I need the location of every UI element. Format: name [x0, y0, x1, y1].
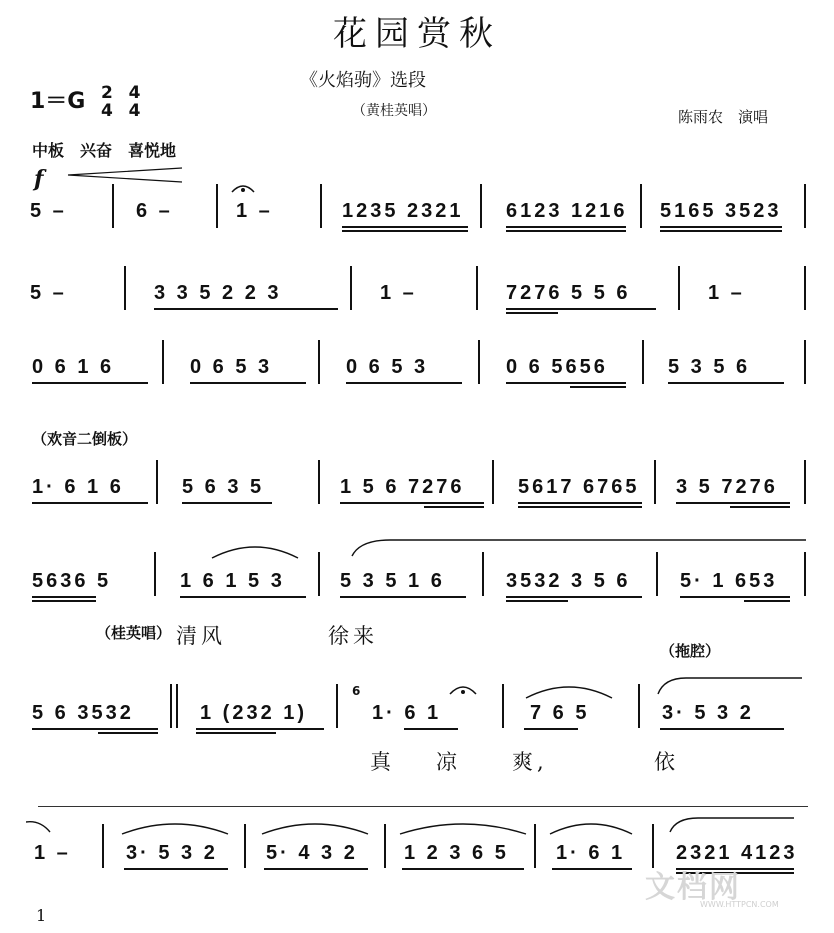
measure: 1 – [708, 282, 745, 304]
measure: 5 3 5 1 6 [340, 570, 445, 592]
measure: 1 (232 1) [200, 702, 308, 724]
underline [506, 230, 626, 232]
grace-note: 6 [352, 684, 361, 698]
measure: 3 3 5 2 2 3 [154, 282, 282, 304]
lyric: 爽, [512, 750, 548, 774]
underline [506, 308, 656, 310]
underline [32, 728, 158, 730]
underline [402, 868, 524, 870]
watermark-url: WWW.HTTPCN.COM [700, 900, 779, 909]
underline [342, 230, 468, 232]
measure: 1 2 3 6 5 [404, 842, 509, 864]
barline [534, 824, 536, 868]
measure: 5· 1 653 [680, 570, 778, 592]
barline [654, 460, 656, 504]
underline [660, 728, 784, 730]
measure: 1 6 1 5 3 [180, 570, 285, 592]
underline [676, 502, 790, 504]
drag-tone-label: （拖腔） [660, 642, 721, 660]
tempo-marking: 中板 兴奋 喜悦地 [32, 141, 177, 160]
barline [640, 184, 642, 228]
key-signature [30, 84, 140, 120]
measure: 1· 6 1 [372, 702, 442, 724]
slur [398, 818, 528, 836]
barline [656, 552, 658, 596]
barline [476, 266, 478, 310]
underline [32, 600, 96, 602]
lyric: 徐来 [328, 624, 378, 648]
underline [404, 728, 458, 730]
measure: 5636 5 [32, 570, 112, 592]
underline [346, 382, 462, 384]
underline [154, 308, 338, 310]
measure: 3532 3 5 6 [506, 570, 631, 592]
slur [120, 818, 230, 836]
measure: 3· 5 3 2 [662, 702, 754, 724]
barline [162, 340, 164, 384]
measure: 5 6 3 5 [182, 476, 265, 498]
barline [804, 552, 806, 596]
barline [318, 552, 320, 596]
underline [668, 382, 784, 384]
slur [524, 680, 614, 700]
measure: 6 – [136, 200, 173, 222]
barline [154, 552, 156, 596]
score-subtitle: 《火焰驹》选段 [300, 70, 426, 91]
underline [506, 226, 626, 228]
underline [180, 596, 306, 598]
underline [518, 506, 642, 508]
measure: 1 5 6 7276 [340, 476, 465, 498]
watermark-logo: 文档网 [645, 870, 741, 905]
section-label: （欢音二倒板） [32, 430, 138, 448]
measure: 5 – [30, 200, 67, 222]
measure: 5 6 3532 [32, 702, 134, 724]
underline [424, 506, 484, 508]
key-label: 1＝G [30, 89, 86, 114]
slur [548, 818, 634, 836]
slur [260, 818, 370, 836]
barline [480, 184, 482, 228]
fermata [448, 680, 478, 696]
singer-label: （桂英唱） [96, 624, 172, 642]
time-signature-1: 2 4 [101, 83, 113, 121]
crescendo-hairpin [64, 166, 184, 184]
underline [506, 382, 626, 384]
measure: 3· 5 3 2 [126, 842, 218, 864]
singer-note: （黄桂英唱） [352, 103, 436, 119]
barline [124, 266, 126, 310]
barline [156, 460, 158, 504]
barline [804, 184, 806, 228]
underline [190, 382, 306, 384]
measure: 7 6 5 [530, 702, 590, 724]
tie [26, 818, 56, 834]
measure: 5 – [30, 282, 67, 304]
underline [196, 732, 276, 734]
lyric: 清风 [176, 624, 226, 648]
system-divider [38, 806, 808, 807]
lyric: 依 [654, 750, 679, 774]
underline [524, 728, 578, 730]
underline [730, 506, 790, 508]
measure: 3 5 7276 [676, 476, 778, 498]
measure: 5· 4 3 2 [266, 842, 358, 864]
measure: 0 6 5 3 [346, 356, 429, 378]
barline [176, 684, 178, 728]
barline [478, 340, 480, 384]
barline [804, 340, 806, 384]
barline [350, 266, 352, 310]
slur [656, 676, 806, 696]
underline [744, 600, 790, 602]
barline [638, 684, 640, 728]
measure: 1235 2321 [342, 200, 464, 222]
underline [660, 230, 782, 232]
barline [804, 460, 806, 504]
underline [32, 596, 96, 598]
underline [196, 728, 324, 730]
score-title: 花园赏秋 [333, 14, 501, 54]
barline [336, 684, 338, 728]
underline [506, 600, 568, 602]
measure: 5617 6765 [518, 476, 640, 498]
barline [112, 184, 114, 228]
measure: 7276 5 5 6 [506, 282, 631, 304]
barline [492, 460, 494, 504]
barline [170, 684, 172, 728]
barline [320, 184, 322, 228]
barline [502, 684, 504, 728]
measure: 1· 6 1 6 [32, 476, 124, 498]
underline [182, 502, 272, 504]
slur [210, 540, 300, 560]
performer-credit: 陈雨农 演唱 [678, 108, 769, 126]
underline [32, 382, 148, 384]
page-number: 1 [36, 906, 47, 925]
underline [340, 596, 466, 598]
measure: 1 – [380, 282, 417, 304]
underline [552, 868, 632, 870]
barline [102, 824, 104, 868]
underline [680, 596, 790, 598]
underline [570, 386, 626, 388]
underline [660, 226, 782, 228]
measure: 0 6 5656 [506, 356, 608, 378]
lyric: 凉 [436, 750, 461, 774]
measure: 1· 6 1 [556, 842, 626, 864]
underline [342, 226, 468, 228]
slur [668, 816, 796, 834]
measure: 1 – [34, 842, 71, 864]
underline [518, 502, 642, 504]
lyric: 真 [370, 750, 395, 774]
barline [678, 266, 680, 310]
time-signature-2: 4 4 [128, 83, 141, 121]
measure: 2321 4123 [676, 842, 798, 864]
underline [264, 868, 368, 870]
measure: 5 3 5 6 [668, 356, 751, 378]
measure: 1 – [236, 200, 273, 222]
barline [318, 340, 320, 384]
underline [340, 502, 484, 504]
measure: 0 6 1 6 [32, 356, 115, 378]
underline [506, 596, 642, 598]
barline [318, 460, 320, 504]
measure: 6123 1216 [506, 200, 628, 222]
underline [124, 868, 228, 870]
barline [642, 340, 644, 384]
measure: 5165 3523 [660, 200, 782, 222]
barline [482, 552, 484, 596]
fermata [230, 180, 256, 194]
underline [98, 732, 158, 734]
barline [244, 824, 246, 868]
underline [506, 312, 558, 314]
slur [350, 538, 810, 558]
barline [384, 824, 386, 868]
barline [216, 184, 218, 228]
dynamic-marking: f [34, 166, 44, 192]
barline [804, 266, 806, 310]
underline [32, 502, 148, 504]
measure: 0 6 5 3 [190, 356, 273, 378]
